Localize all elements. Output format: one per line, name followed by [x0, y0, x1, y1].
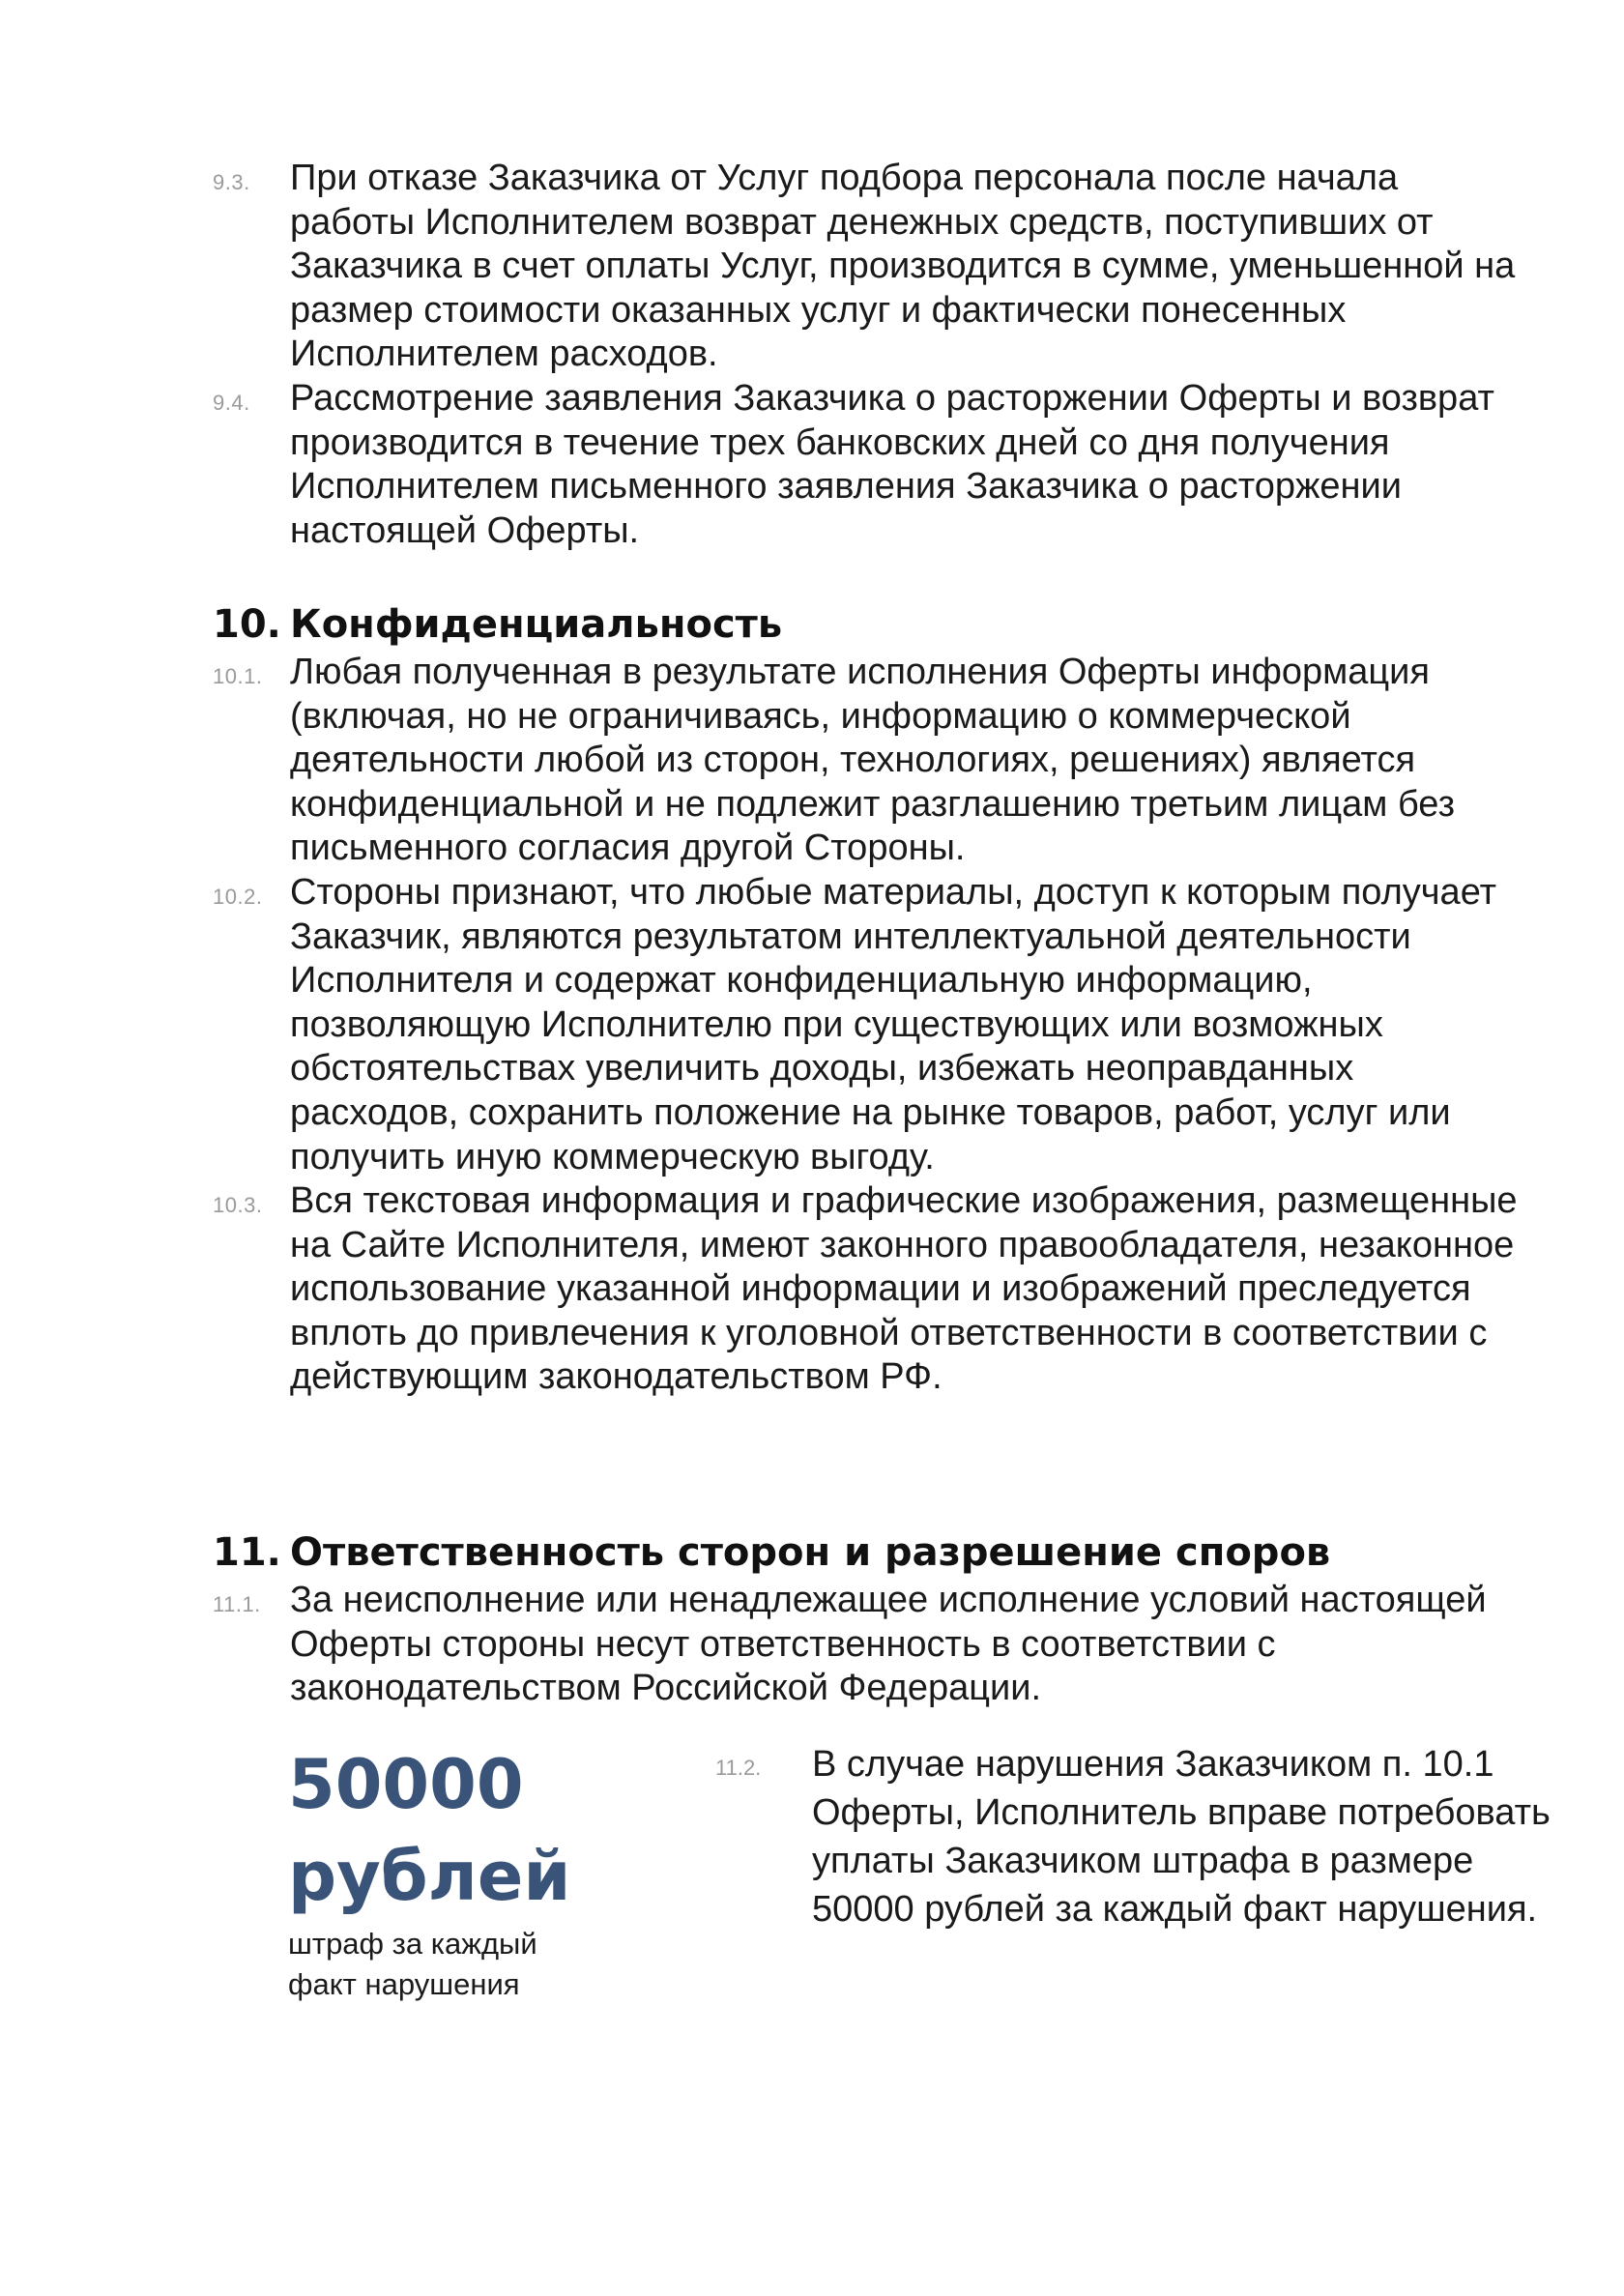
section-number: 11.	[213, 1530, 281, 1575]
clause-text: Любая полученная в результате исполнения Оферты информация (включая, но не ограничиваясь, информацию о коммерческой деятельности любой из сторон, технологиях, решениях) является конфиденциальной и не подлежит разглашению третьим лицам без письменного согласия другой Стороны.	[290, 652, 1455, 869]
clause-number: 11.1.	[213, 1592, 261, 1616]
fine-unit: рублей	[288, 1837, 571, 1916]
fine-amount: 50000	[288, 1745, 524, 1824]
clause-text: За неисполнение или ненадлежащее исполнение условий настоящей Оферты стороны несут ответственность в соответствии с законодательством Российской Федерации.	[290, 1580, 1487, 1709]
clause-text: Стороны признают, что любые материалы, доступ к которым получает Заказчик, являются результатом интеллектуальной деятельности Исполнителя и содержат конфиденциальную информацию, позволяющую Исполнителю при существующих или возможных обстоятельствах увеличить доходы, избежать неоправданных расходов, сохранить положение на рынке товаров, работ, услуг или получить иную коммерческую выгоду.	[290, 872, 1496, 1177]
section-title: Конфиденциальность	[290, 602, 783, 647]
clause-number: 10.2.	[213, 885, 263, 909]
clause-number: 9.4.	[213, 391, 250, 415]
fine-caption: штраф за каждый факт нарушения	[288, 1927, 537, 2001]
clause-text: При отказе Заказчика от Услуг подбора персонала после начала работы Исполнителем возврат денежных средств, поступивших от Заказчика в счет оплаты Услуг, производится в сумме, уменьшенной на размер стоимости оказанных услуг и фактически понесенных Исполнителем расходов.	[290, 158, 1516, 375]
clause-number: 10.1.	[213, 664, 263, 688]
clause-number: 9.3.	[213, 170, 250, 194]
clause-text-11-2: В случае нарушения Заказчиком п. 10.1 Оферты, Исполнитель вправе потребовать уплаты Заказчиком штрафа в размере 50000 рублей за каждый факт нарушения.	[812, 1744, 1551, 1930]
section-number: 10.	[213, 602, 281, 647]
section-heading-10	[213, 601, 782, 648]
clause-number-11-2: 11.2.	[715, 1756, 762, 1780]
clause-text: Рассмотрение заявления Заказчика о расторжении Оферты и возврат производится в течение трех банковских дней со дня получения Исполнителем письменного заявления Заказчика о расторжении настоящей Оферты.	[290, 378, 1494, 551]
clause-text: Вся текстовая информация и графические изображения, размещенные на Сайте Исполнителя, имеют законного правообладателя, незаконное использование указанной информации и изображений преследуется вплоть до привлечения к уголовной ответственности в соответствии с действующим законодательством РФ.	[290, 1180, 1518, 1398]
clause-number: 10.3.	[213, 1193, 263, 1217]
section-title: Ответственность сторон и разрешение споров	[290, 1530, 1331, 1575]
section-heading-11	[213, 1529, 1330, 1576]
